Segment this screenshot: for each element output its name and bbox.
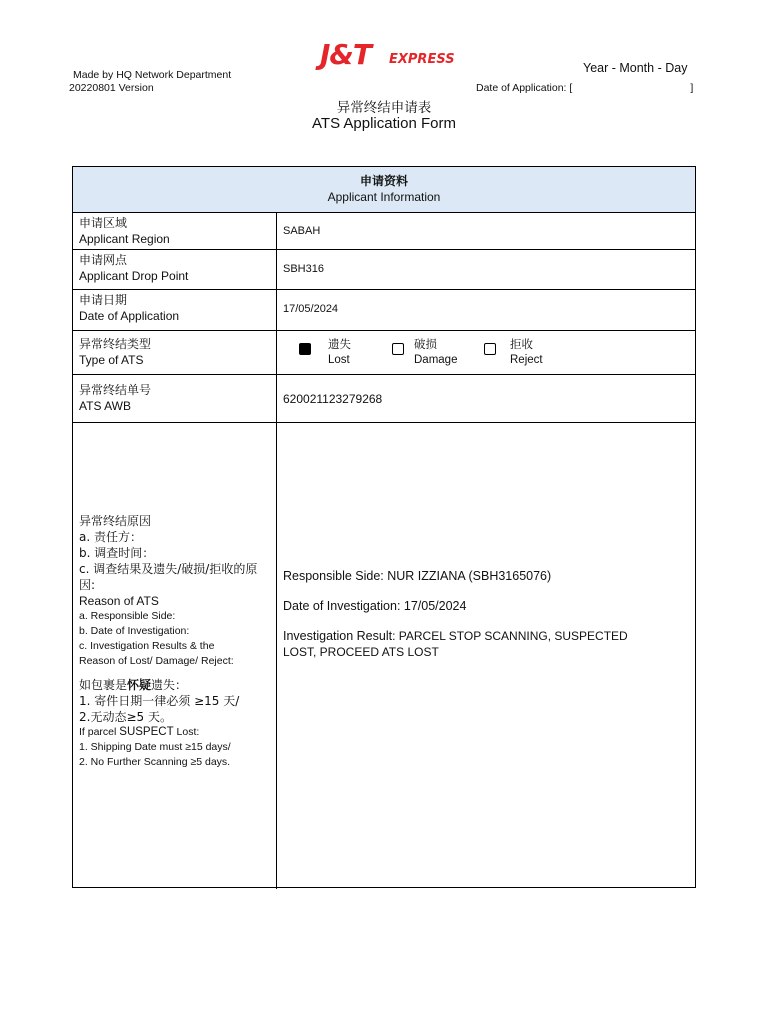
label-cn: 异常终结单号: [79, 383, 152, 397]
form-title-cn: 异常终结申请表: [336, 100, 432, 116]
suspect-en-1: 1. Shipping Date must ≥15 days/: [79, 741, 231, 753]
label-cn: 申请日期: [79, 293, 128, 307]
suspect-en-bold: SUSPECT: [119, 726, 174, 738]
suspect-en-pre: If parcel: [79, 726, 120, 738]
logo-mark: J&T: [320, 38, 371, 71]
value-date-of-application: [277, 290, 695, 330]
row-reason-of-ats: [73, 423, 695, 889]
date-of-application-header: [476, 82, 693, 94]
drop-point-value: SBH316: [283, 263, 324, 275]
section-title-en: Applicant Information: [327, 190, 441, 204]
value-type-of-ats: [277, 331, 695, 374]
value-ats-awb: [277, 375, 695, 422]
damage-label-en: Damage: [414, 354, 458, 366]
reject-label-cn: 拒收: [510, 337, 533, 351]
date-format-hint: Year - Month - Day: [583, 61, 688, 75]
reason-cn-c: c. 调查结果及遗失/破损/拒收的原因:: [79, 562, 258, 592]
row-ats-awb: [73, 375, 695, 423]
reject-checkbox[interactable]: [484, 343, 496, 355]
label-applicant-drop-point: [73, 250, 277, 289]
reason-en-c1: c. Investigation Results & the: [79, 640, 215, 652]
value-applicant-drop-point: [277, 250, 695, 289]
lost-label-cn: 遗失: [328, 337, 351, 351]
reason-en-b: b. Date of Investigation:: [79, 625, 190, 637]
investigation-result-text: : PARCEL STOP SCANNING, SUSPECTED LOST, PROCEED ATS LOST: [283, 629, 628, 659]
label-en: Applicant Drop Point: [79, 269, 189, 283]
version-text: 20220801 Version: [69, 82, 154, 94]
row-date-of-application: [73, 290, 695, 331]
value-reason-of-ats: [277, 423, 695, 889]
date-of-application-label: Date of Application: [: [476, 82, 573, 94]
section-title-cn: 申请资料: [359, 174, 408, 188]
row-applicant-region: [73, 213, 695, 250]
suspect-note-en: [79, 725, 270, 740]
row-type-of-ats: [73, 331, 695, 375]
label-date-of-application: [73, 290, 277, 330]
lost-label: [328, 336, 388, 368]
suspect-note-cn: [79, 677, 270, 693]
suspect-cn-post: 遗失：: [151, 678, 188, 692]
reason-title-en: Reason of ATS: [79, 594, 159, 608]
suspect-cn-1: 1. 寄件日期一律必须 ≥15 天/: [79, 694, 240, 708]
investigation-result-value: [283, 628, 663, 660]
reason-en-a: a. Responsible Side:: [79, 610, 176, 622]
label-cn: 申请网点: [79, 253, 128, 267]
lost-label-en: Lost: [328, 354, 350, 366]
section-header: [73, 167, 695, 213]
jt-express-logo: [320, 38, 455, 71]
investigation-date-value: Date of Investigation: 17/05/2024: [283, 599, 467, 613]
row-applicant-drop-point: [73, 250, 695, 290]
responsible-side-value: Responsible Side: NUR IZZIANA (SBH3165076): [283, 569, 552, 583]
damage-label: [414, 336, 474, 368]
label-reason-of-ats: [73, 423, 277, 889]
applicant-region-value: SABAH: [283, 225, 321, 237]
label-en: Applicant Region: [79, 232, 170, 246]
made-by-block: [69, 69, 232, 95]
lost-checkbox[interactable]: [299, 343, 311, 355]
reason-title-cn: 异常终结原因: [79, 514, 152, 528]
label-en: Date of Application: [79, 309, 180, 323]
reject-label: [510, 336, 570, 368]
label-cn: 申请区域: [79, 216, 128, 230]
reason-en-c2: Reason of Lost/ Damage/ Reject:: [79, 655, 234, 667]
suspect-en-post: Lost:: [173, 726, 200, 738]
suspect-cn-bold: 怀疑: [127, 678, 152, 692]
date-of-application-close: ]: [690, 82, 694, 94]
value-applicant-region: [277, 213, 695, 249]
investigation-result-label: Investigation Result: [283, 629, 393, 643]
suspect-cn-2: 2.无动态≥5 天。: [79, 710, 172, 724]
label-type-of-ats: [73, 331, 277, 374]
label-en: Type of ATS: [79, 353, 144, 367]
suspect-cn-pre: 如包裹是: [79, 678, 128, 692]
label-ats-awb: [73, 375, 277, 422]
label-applicant-region: [73, 213, 277, 249]
damage-checkbox[interactable]: [392, 343, 404, 355]
label-cn: 异常终结类型: [79, 337, 152, 351]
ats-form-table: [72, 166, 696, 888]
reason-cn-a: a. 责任方：: [79, 530, 142, 544]
application-date-value: 17/05/2024: [283, 303, 339, 315]
label-en: ATS AWB: [79, 399, 132, 413]
awb-number-value: 620021123279268: [283, 392, 383, 406]
suspect-en-2: 2. No Further Scanning ≥5 days.: [79, 756, 231, 768]
made-by-text: Made by HQ Network Department: [73, 69, 232, 81]
logo-express: EXPRESS: [389, 52, 455, 67]
damage-label-cn: 破损: [414, 337, 437, 351]
reason-cn-b: b. 调查时间：: [79, 546, 155, 560]
reject-label-en: Reject: [510, 354, 543, 366]
form-title-en: ATS Application Form: [312, 115, 456, 132]
